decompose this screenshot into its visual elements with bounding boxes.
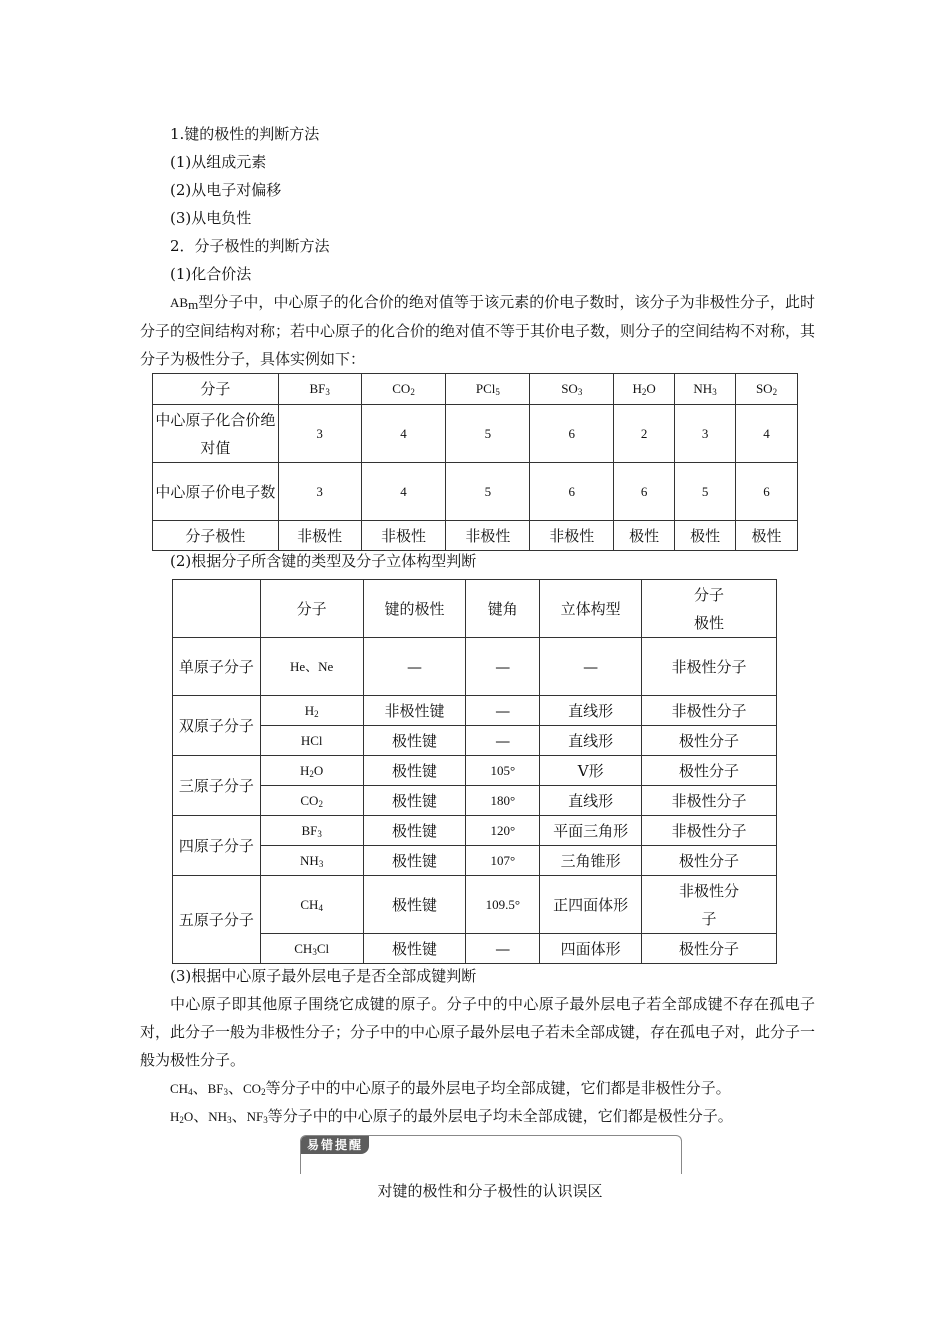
table-row	[173, 876, 777, 934]
valence-table	[152, 373, 798, 551]
table-row	[153, 405, 798, 463]
table-cell: 极性键	[363, 816, 466, 846]
table-row	[173, 934, 777, 964]
row-header: 分子	[153, 374, 279, 405]
table-cell: —	[540, 638, 642, 696]
paragraph-valence-method: $AB_m$型分子中，中心原子的化合价的绝对值等于该元素的价电子数时，该分子为非极性分子，此时分子的空间结构对称；若中心原子的化合价的绝对值不等于其价电子数，则分子的空间结构不对称，其分子为极性分子，具体实例如下：	[140, 293, 816, 368]
table-cell: 非极性分子	[642, 876, 777, 934]
formula-CH3Cl: $CH_3Cl$	[260, 934, 363, 964]
callout-box	[300, 1135, 682, 1174]
table-cell: 非极性	[446, 521, 530, 551]
group-label: 四原子分子	[173, 816, 261, 876]
table-cell: 4	[736, 405, 798, 463]
table-cell: 4	[361, 405, 446, 463]
formula-NH3: $NH_3$	[675, 374, 736, 405]
table-row	[153, 463, 798, 521]
table-cell: 5	[446, 405, 530, 463]
table-cell: 非极性分子	[642, 786, 777, 816]
heading-method-2: (2)从电子对偏移	[170, 181, 282, 199]
table-cell: 非极性	[530, 521, 614, 551]
table-cell: 3	[278, 405, 361, 463]
table-header: 分子极性	[642, 580, 777, 638]
formula-CO2: $CO_2$	[260, 786, 363, 816]
formula-CO2: $CO_2$	[361, 374, 446, 405]
formula-H2O: $H_2O$	[614, 374, 675, 405]
formula-H2: $H_2$	[260, 696, 363, 726]
table-cell: 极性键	[363, 846, 466, 876]
table-header: 分子	[260, 580, 363, 638]
table-cell: 极性键	[363, 756, 466, 786]
table-cell: 5	[446, 463, 530, 521]
table-cell: V形	[540, 756, 642, 786]
table-header: 立体构型	[540, 580, 642, 638]
group-label: 三原子分子	[173, 756, 261, 816]
table-cell: —	[466, 696, 540, 726]
table-cell: 3	[278, 463, 361, 521]
table-cell: 三角锥形	[540, 846, 642, 876]
table-cell: 180°	[466, 786, 540, 816]
table-header	[173, 580, 261, 638]
heading-valence-method: (1)化合价法	[170, 265, 252, 283]
table-cell: —	[466, 726, 540, 756]
table-cell: 非极性键	[363, 696, 466, 726]
table-row	[153, 521, 798, 551]
formula-BF3: $BF_3$	[260, 816, 363, 846]
table-cell: 正四面体形	[540, 876, 642, 934]
table-row	[173, 756, 777, 786]
heading-outer-electron-method: (3)根据中心原子最外层电子是否全部成键判断	[170, 967, 477, 985]
table-cell: 2	[614, 405, 675, 463]
formula-SO3: $SO_3$	[530, 374, 614, 405]
table-cell: 平面三角形	[540, 816, 642, 846]
table-cell: —	[363, 638, 466, 696]
heading-structure-method: (2)根据分子所含键的类型及分子立体构型判断	[170, 552, 477, 570]
row-header: 中心原子价电子数	[153, 463, 279, 521]
heading-method-1: (1)从组成元素	[170, 153, 267, 171]
paragraph-central-atom: 中心原子即其他原子围绕它成键的原子。分子中的中心原子最外层电子若全部成键不存在孤电子对，此分子一般为非极性分子；分子中的中心原子最外层电子若未全部成键，存在孤电子对，此分子一般为极性分子。	[140, 995, 816, 1069]
table-row	[173, 816, 777, 846]
table-cell: 6	[530, 405, 614, 463]
heading-molecule-polarity: 2．分子极性的判断方法	[170, 237, 330, 255]
table-cell: 非极性分子	[642, 816, 777, 846]
table-cell: 直线形	[540, 786, 642, 816]
table-cell: 107°	[466, 846, 540, 876]
formula-HCl: HCl	[260, 726, 363, 756]
callout-tag: 易错提醒	[301, 1136, 369, 1154]
heading-bond-polarity: 1.键的极性的判断方法	[170, 125, 320, 143]
structure-table	[172, 579, 777, 964]
row-header: 分子极性	[153, 521, 279, 551]
paragraph-nonpolar-examples: $CH_4$、$BF_3$、$CO_2$等分子中的中心原子的最外层电子均全部成键，它们都是非极性分子。	[170, 1079, 731, 1097]
formula-SO2: $SO_2$	[736, 374, 798, 405]
table-row	[173, 726, 777, 756]
paragraph-polar-examples: $H_2O$、$NH_3$、$NF_3$等分子中的中心原子的最外层电子均未全部成键，它们都是极性分子。	[170, 1107, 733, 1125]
table-cell: 直线形	[540, 696, 642, 726]
table-row	[173, 638, 777, 696]
table-cell: 非极性分子	[642, 696, 777, 726]
formula-PCl5: PCl$_5$	[446, 374, 530, 405]
table-cell: 极性	[614, 521, 675, 551]
table-cell: 109.5°	[466, 876, 540, 934]
table-cell: 6	[614, 463, 675, 521]
table-cell: 120°	[466, 816, 540, 846]
table-cell: 105°	[466, 756, 540, 786]
table-cell: 极性键	[363, 876, 466, 934]
row-header: 中心原子化合价绝对值	[153, 405, 279, 463]
table-cell: 非极性	[278, 521, 361, 551]
table-cell: 直线形	[540, 726, 642, 756]
table-cell: 非极性分子	[642, 638, 777, 696]
group-label: 双原子分子	[173, 696, 261, 756]
table-cell: 极性分子	[642, 846, 777, 876]
table-cell: 极性	[675, 521, 736, 551]
heading-method-3: (3)从电负性	[170, 209, 252, 227]
table-cell: 极性分子	[642, 726, 777, 756]
group-label: 单原子分子	[173, 638, 261, 696]
formula-BF3: $BF_3$	[278, 374, 361, 405]
table-cell: 非极性	[361, 521, 446, 551]
table-cell: 6	[736, 463, 798, 521]
table-cell: 极性	[736, 521, 798, 551]
table-cell: 4	[361, 463, 446, 521]
table-cell: 极性键	[363, 934, 466, 964]
callout-title: 对键的极性和分子极性的认识误区	[377, 1182, 603, 1200]
formula-H2O: $H_2O$	[260, 756, 363, 786]
table-cell: 3	[675, 405, 736, 463]
table-row	[173, 696, 777, 726]
table-header: 键角	[466, 580, 540, 638]
formula-NH3: $NH_3$	[260, 846, 363, 876]
table-cell: 极性键	[363, 726, 466, 756]
formula-CH4: $CH_4$	[260, 876, 363, 934]
table-row	[173, 580, 777, 638]
table-cell: —	[466, 638, 540, 696]
table-cell: 极性分子	[642, 756, 777, 786]
table-cell: 极性分子	[642, 934, 777, 964]
table-row	[173, 846, 777, 876]
table-cell: 四面体形	[540, 934, 642, 964]
table-row	[173, 786, 777, 816]
group-label: 五原子分子	[173, 876, 261, 964]
table-cell: 6	[530, 463, 614, 521]
table-header: 键的极性	[363, 580, 466, 638]
table-cell: 5	[675, 463, 736, 521]
table-cell: 极性键	[363, 786, 466, 816]
table-row	[153, 374, 798, 405]
table-cell: —	[466, 934, 540, 964]
formula-HeNe: He、Ne	[260, 638, 363, 696]
